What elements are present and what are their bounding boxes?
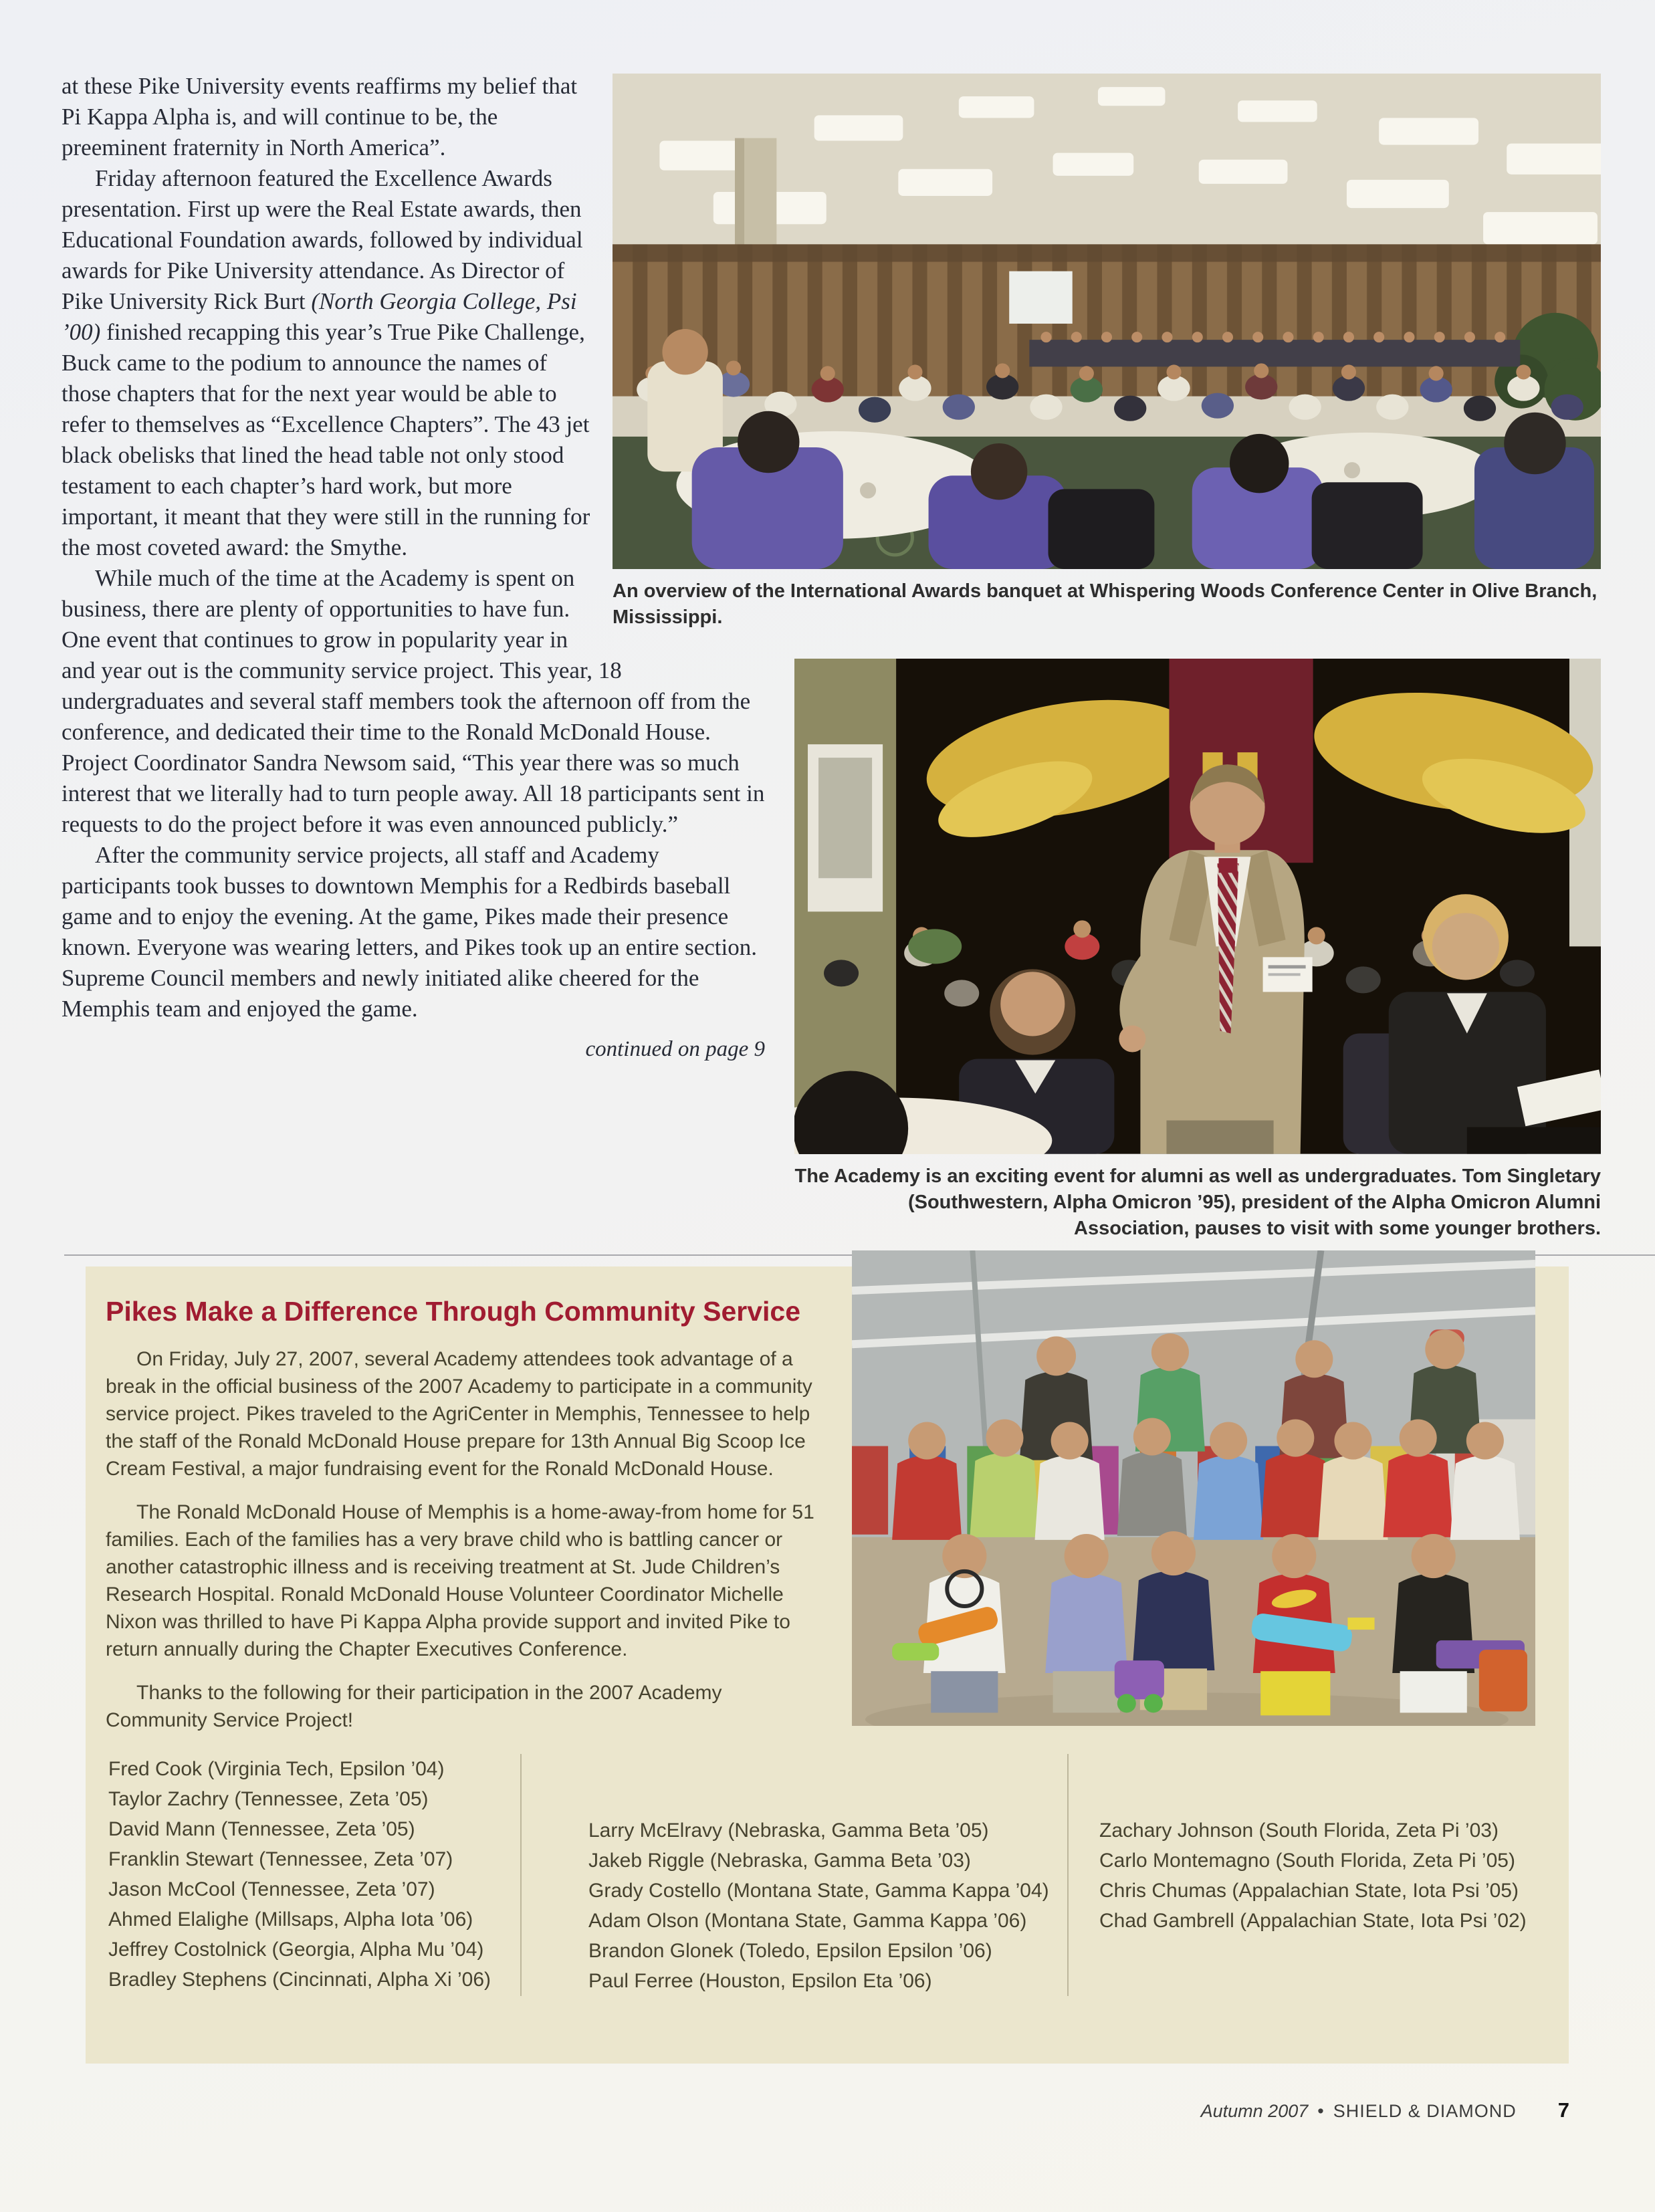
academy-photo-block (794, 659, 1601, 1242)
list-item: Franklin Stewart (Tennessee, Zeta ’07) (108, 1848, 453, 1870)
list-item: Jason McCool (Tennessee, Zeta ’07) (108, 1878, 435, 1900)
academy-photo-caption: The Academy is an exciting event for alumni as well as undergraduates. Tom Singletary (Southwestern, Alpha Omicron ’95), president of the Alpha Omicron Alumni Association, pauses to visit with some younger brothers. (794, 1165, 1601, 1239)
group-photo (852, 1250, 1535, 1726)
footer-bullet: • (1317, 2101, 1324, 2121)
list-item: David Mann (Tennessee, Zeta ’05) (108, 1818, 415, 1840)
continued-note: continued on page 9 (585, 1037, 765, 1061)
sidebar-paragraph: The Ronald McDonald House of Memphis is a home-away-from home for 51 families. Each of the families has a very brave child who is battling cancer or another catastrophic illness and is receiving treatment at St. Jude Children’s Research Hospital. Ronald McDonald House Volunteer Coordinator Michelle Nixon was thrilled to have Pi Kappa Alpha provide support and invited Pike to return annually during the Chapter Executives Conference. (106, 1501, 814, 1660)
academy-photo (794, 659, 1601, 1154)
list-item: Fred Cook (Virginia Tech, Epsilon ’04) (108, 1758, 445, 1780)
article-text: at these Pike University events reaffirms my belief that Pi Kappa Alpha is, and will continue to be, the preeminent fraternity in North America”. (62, 73, 578, 160)
participants-column-3 (1067, 1754, 1535, 1996)
list-item: Larry McElravy (Nebraska, Gamma Beta ’05) (588, 1819, 989, 1842)
list-item: Grady Costello (Montana State, Gamma Kappa ’04) (588, 1880, 1049, 1902)
article-body (62, 71, 1601, 1248)
list-item: Paul Ferree (Houston, Epsilon Eta ’06) (588, 1970, 932, 1992)
group-photo-block (852, 1250, 1535, 1726)
list-item: Carlo Montemagno (South Florida, Zeta Pi ’05) (1099, 1850, 1515, 1872)
page-number: 7 (1557, 2098, 1569, 2122)
sidebar-paragraph: On Friday, July 27, 2007, several Academy attendees took advantage of a break in the official business of the 2007 Academy to participate in a community service project. Pikes traveled to the AgriCenter in Memphis, Tennessee to help the staff of the Ronald McDonald House prepare for 13th Annual Big Scoop Ice Cream Festival, a major fundraising event for the Ronald McDonald House. (106, 1348, 812, 1480)
sidebar-title: Pikes Make a Difference Through Community Service (106, 1296, 800, 1327)
list-item: Bradley Stephens (Cincinnati, Alpha Xi ’06) (108, 1969, 491, 1991)
sidebar-paragraph: Thanks to the following for their participation in the 2007 Academy Community Service Project! (106, 1682, 722, 1731)
community-service-box (86, 1266, 1569, 2064)
participants-list (106, 1750, 1535, 1996)
banquet-photo-caption: An overview of the International Awards banquet at Whispering Woods Conference Center in Olive Branch, Mississippi. (613, 580, 1597, 628)
list-item: Jeffrey Costolnick (Georgia, Alpha Mu ’04) (108, 1939, 484, 1961)
list-item: Jakeb Riggle (Nebraska, Gamma Beta ’03) (588, 1850, 971, 1872)
list-item: Adam Olson (Montana State, Gamma Kappa ’06) (588, 1910, 1027, 1932)
list-item: Chad Gambrell (Appalachian State, Iota Psi ’02) (1099, 1910, 1527, 1932)
banquet-photo-block (613, 74, 1601, 631)
list-item: Ahmed Elalighe (Millsaps, Alpha Iota ’06) (108, 1908, 473, 1930)
article-text: While much of the time at the Academy is spent on business, there are plenty of opportunities to have fun. One event that continues to grow in popularity year in and year out is the community service project. This year, 18 undergraduates and several staff members took the afternoon off from the conference, and dedicated their time to the Ronald McDonald House. Project Coordinator Sandra Newsom said, “This year there was so much interest that we literally had to turn people away. All 18 participants sent in requests to do the project before it was even announced publicly.” (62, 565, 765, 837)
list-item: Brandon Glonek (Toledo, Epsilon Epsilon ’06) (588, 1940, 992, 1962)
article-text-italic: (North Georgia College, Psi ’00) (62, 288, 577, 345)
article-text: finished recapping this year’s True Pike Challenge, Buck came to the podium to announce the names of those chapters that for the next year would be able to refer to themselves as “Excellence Chapters”. The 43 jet black obelisks that lined the head table not only stood testament to each chapter’s hard work, but more important, it meant that they were still in the running for the most coveted award: the Smythe. (62, 319, 590, 560)
list-item: Zachary Johnson (South Florida, Zeta Pi ’03) (1099, 1819, 1499, 1842)
article-text: Friday afternoon featured the Excellence Awards presentation. First up were the Real Estate awards, then Educational Foundation awards, followed by individual awards for Pike University attendance. As Director of Pike University Rick Burt (62, 165, 583, 314)
page-footer (1201, 2098, 1569, 2122)
footer-issue: Autumn 2007 (1200, 2101, 1309, 2121)
banquet-photo (613, 74, 1601, 569)
footer-magazine-name: SHIELD & DIAMOND (1333, 2101, 1517, 2121)
article-text: After the community service projects, all staff and Academy participants took busses to downtown Memphis for a Redbirds baseball game and to enjoy the evening. At the game, Pikes made their presence known. Everyone was wearing letters, and Pikes took up an entire section. Supreme Council members and newly initiated alike cheered for the Memphis team and enjoyed the game. (62, 842, 758, 1022)
list-item: Taylor Zachry (Tennessee, Zeta ’05) (108, 1788, 429, 1810)
participants-column-1 (106, 1754, 520, 1996)
participants-column-2 (520, 1754, 1067, 1996)
list-item: Chris Chumas (Appalachian State, Iota Psi ’05) (1099, 1880, 1519, 1902)
